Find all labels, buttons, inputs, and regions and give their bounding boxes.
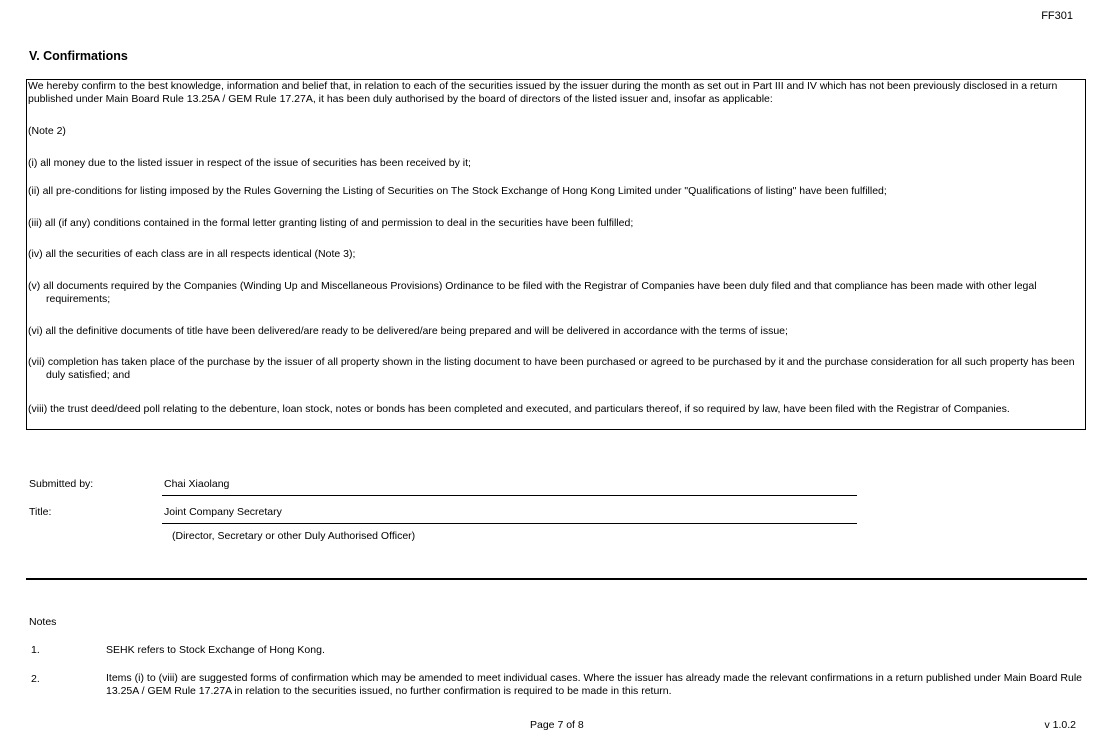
- confirmation-item-vi: (vi) all the definitive documents of title have been delivered/are ready to be delivered/are being prepared and will be delivered in accordance with the terms of issue;: [28, 325, 788, 337]
- submitted-by-value: Chai Xiaolang: [164, 478, 230, 490]
- confirmation-intro: We hereby confirm to the best knowledge, information and belief that, in relation to each of the securities issued by the issuer during the month as set out in Part III and IV which has not been previously disclosed in a return published under Main Board Rule 13.25A / GEM Rule 17.27A, it has been duly authorised by the board of directors of the listed issuer and, insofar as applicable:: [28, 80, 1058, 105]
- title-value: Joint Company Secretary: [164, 506, 282, 518]
- confirmation-item-iv: (iv) all the securities of each class are in all respects identical (Note 3);: [28, 248, 356, 260]
- note-text: Items (i) to (viii) are suggested forms of confirmation which may be amended to meet individual cases. Where the issuer has already made the relevant confirmations in a return published under Main Board Rule 13.25A / GEM Rule 17.27A in relation to the securities issued, no further confirmation is required to be made in this return.: [106, 672, 1082, 697]
- confirmation-box: [26, 79, 1086, 430]
- title-hint: (Director, Secretary or other Duly Authorised Officer): [172, 530, 416, 542]
- title-underline: [162, 523, 857, 524]
- title-label: Title:: [29, 506, 52, 518]
- section-title: V. Confirmations: [29, 49, 128, 63]
- submitted-by-label: Submitted by:: [29, 478, 94, 490]
- section-divider: [26, 578, 1087, 580]
- notes-heading: Notes: [29, 616, 57, 628]
- confirmation-item-viii: (viii) the trust deed/deed poll relating to the debenture, loan stock, notes or bonds has been completed and executed, and particulars thereof, if so required by law, have been filed with the Registrar of Companies.: [28, 403, 1010, 415]
- confirmation-note-ref: (Note 2): [28, 125, 66, 137]
- confirmation-item-v: (v) all documents required by the Companies (Winding Up and Miscellaneous Provisions) Ordinance to be filed with the Registrar of Companies have been duly filed and that compliance has been made with other legal requirements;: [28, 280, 1037, 305]
- note-text: SEHK refers to Stock Exchange of Hong Kong.: [106, 644, 325, 656]
- confirmation-item-iii: (iii) all (if any) conditions contained in the formal letter granting listing of and permission to deal in the securities have been fulfilled;: [28, 217, 634, 229]
- page-number: Page 7 of 8: [530, 719, 584, 731]
- note-number: 2.: [31, 673, 40, 685]
- version-label: v 1.0.2: [1044, 719, 1076, 731]
- confirmation-item-vii: (vii) completion has taken place of the purchase by the issuer of all property shown in the listing document to have been purchased or agreed to be purchased by it and the purchase consideration for all such property has been duly satisfied; and: [28, 356, 1075, 381]
- note-number: 1.: [31, 644, 40, 656]
- confirmation-item-i: (i) all money due to the listed issuer in respect of the issue of securities has been received by it;: [28, 157, 471, 169]
- confirmation-item-ii: (ii) all pre-conditions for listing imposed by the Rules Governing the Listing of Securities on The Stock Exchange of Hong Kong Limited under "Qualifications of listing" have been fulfilled;: [28, 185, 887, 197]
- submitted-by-underline: [162, 495, 857, 496]
- form-code: FF301: [1041, 10, 1073, 22]
